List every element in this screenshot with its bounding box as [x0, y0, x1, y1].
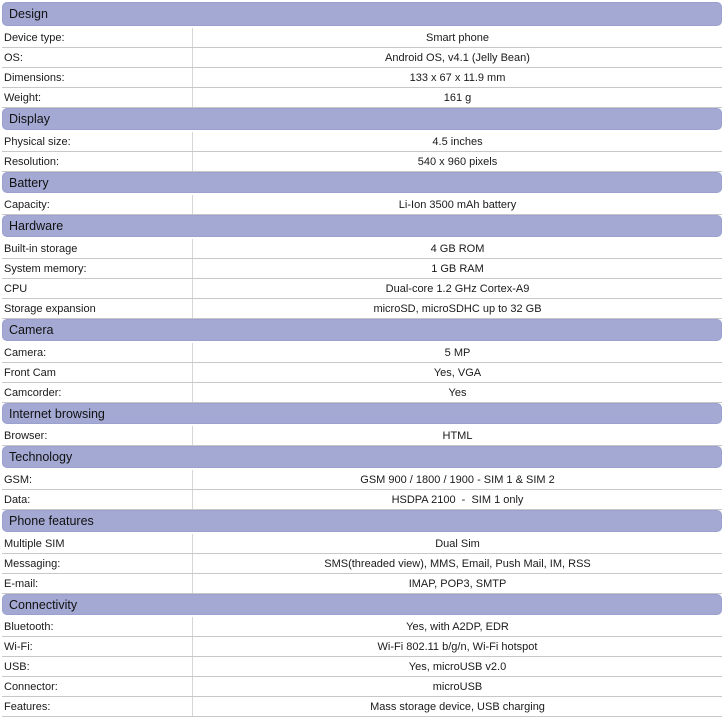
spec-row	[2, 677, 722, 697]
spec-value: 4 GB ROM	[430, 242, 485, 255]
spec-value: Yes	[448, 386, 467, 399]
spec-label: Bluetooth:	[2, 617, 193, 636]
spec-row	[2, 490, 722, 510]
spec-table	[2, 2, 722, 717]
spec-row	[2, 343, 722, 363]
spec-row	[2, 239, 722, 259]
spec-row	[2, 152, 722, 172]
spec-row	[2, 132, 722, 152]
spec-label: Front Cam	[2, 363, 193, 382]
spec-value: 1 GB RAM	[431, 262, 484, 275]
spec-row	[2, 534, 722, 554]
section-header: Technology	[2, 446, 722, 468]
spec-value: IMAP, POP3, SMTP	[408, 577, 507, 590]
spec-value: 540 x 960 pixels	[417, 155, 498, 168]
spec-value: 4.5 inches	[432, 135, 483, 148]
spec-label: Dimensions:	[2, 68, 193, 87]
spec-row	[2, 195, 722, 215]
spec-value: Android OS, v4.1 (Jelly Bean)	[385, 51, 530, 64]
spec-label: USB:	[2, 657, 193, 676]
spec-row	[2, 574, 722, 594]
spec-row	[2, 48, 722, 68]
spec-value: Dual-core 1.2 GHz Cortex-A9	[385, 282, 530, 295]
spec-value: 5 MP	[444, 346, 471, 359]
spec-row	[2, 68, 722, 88]
spec-row	[2, 259, 722, 279]
spec-label: Capacity:	[2, 195, 193, 214]
spec-value: 133 x 67 x 11.9 mm	[409, 71, 506, 84]
spec-row	[2, 299, 722, 319]
spec-row	[2, 554, 722, 574]
spec-value: SMS(threaded view), MMS, Email, Push Mail, IM, RSS	[324, 557, 591, 570]
spec-label: Built-in storage	[2, 239, 193, 258]
spec-label: CPU	[2, 279, 193, 298]
spec-label: Camera:	[2, 343, 193, 362]
section-header: Phone features	[2, 510, 722, 532]
spec-value: HSDPA 2100 - SIM 1 only	[391, 493, 524, 506]
spec-value: Wi-Fi 802.11 b/g/n, Wi-Fi hotspot	[377, 640, 538, 653]
spec-label: Browser:	[2, 426, 193, 445]
spec-label: Device type:	[2, 28, 193, 47]
spec-value: HTML	[442, 429, 473, 442]
section-header: Hardware	[2, 215, 722, 237]
spec-label: Messaging:	[2, 554, 193, 573]
spec-label: Storage expansion	[2, 299, 193, 318]
spec-row	[2, 697, 722, 717]
spec-row	[2, 470, 722, 490]
spec-label: Features:	[2, 697, 193, 716]
spec-value: microUSB	[432, 680, 483, 693]
spec-row	[2, 28, 722, 48]
spec-value: microSD, microSDHC up to 32 GB	[373, 302, 542, 315]
spec-row	[2, 637, 722, 657]
spec-row	[2, 88, 722, 108]
spec-value: 161 g	[443, 91, 472, 104]
section-header: Display	[2, 108, 722, 130]
section-header: Battery	[2, 172, 722, 193]
spec-label: Wi-Fi:	[2, 637, 193, 656]
spec-label: Data:	[2, 490, 193, 509]
section-header: Internet browsing	[2, 403, 722, 424]
spec-label: System memory:	[2, 259, 193, 278]
spec-label: Camcorder:	[2, 383, 193, 402]
spec-value: Mass storage device, USB charging	[370, 700, 545, 713]
spec-row	[2, 426, 722, 446]
spec-label: Resolution:	[2, 152, 193, 171]
section-header: Connectivity	[2, 594, 722, 615]
spec-label: OS:	[2, 48, 193, 67]
spec-value: Dual Sim	[435, 537, 480, 550]
spec-value: GSM 900 / 1800 / 1900 - SIM 1 & SIM 2	[360, 473, 555, 486]
spec-value: Yes, VGA	[433, 366, 482, 379]
spec-label: Multiple SIM	[2, 534, 193, 553]
spec-row	[2, 363, 722, 383]
spec-label: GSM:	[2, 470, 193, 489]
spec-row	[2, 617, 722, 637]
spec-value: Li-Ion 3500 mAh battery	[398, 198, 517, 211]
spec-label: Physical size:	[2, 132, 193, 151]
spec-value: Yes, with A2DP, EDR	[406, 620, 509, 633]
spec-row	[2, 657, 722, 677]
spec-row	[2, 383, 722, 403]
spec-value: Yes, microUSB v2.0	[408, 660, 507, 673]
spec-label: E-mail:	[2, 574, 193, 593]
spec-value: Smart phone	[426, 31, 489, 44]
spec-row	[2, 279, 722, 299]
spec-label: Connector:	[2, 677, 193, 696]
spec-label: Weight:	[2, 88, 193, 107]
section-header: Design	[2, 2, 722, 26]
section-header: Camera	[2, 319, 722, 341]
